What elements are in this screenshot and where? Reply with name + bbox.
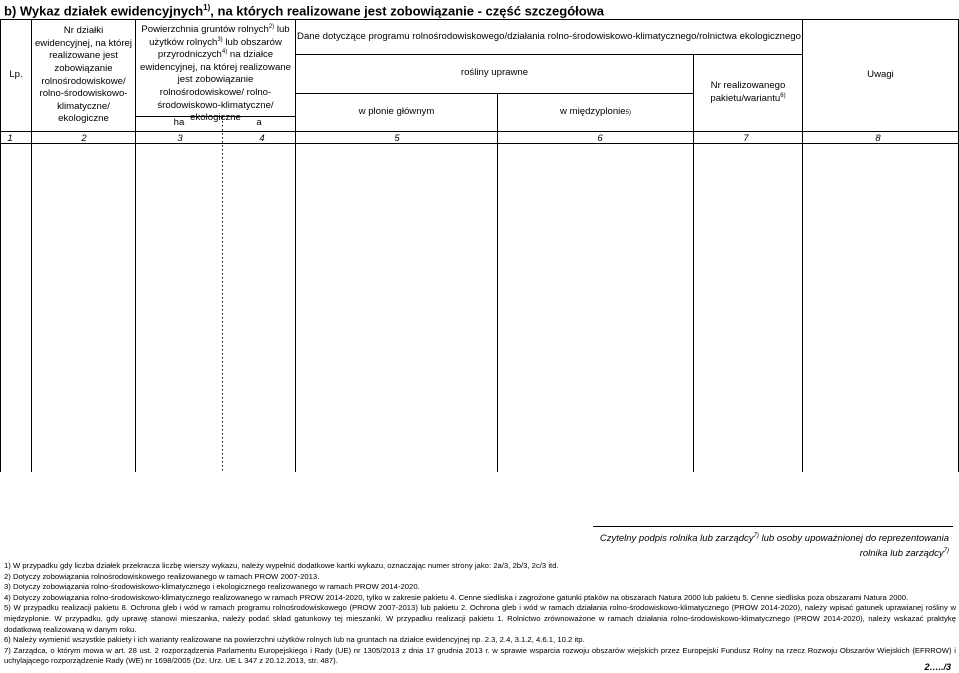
footnote-ref-6: 6) <box>780 92 786 99</box>
column-number-1: 1 <box>7 133 13 144</box>
signature-caption-line1b: lub osoby upoważnionej do reprezentowania <box>758 533 949 545</box>
footnote-ref-4: 4) <box>221 49 228 55</box>
footnotes <box>4 561 956 667</box>
signature-footnote-ref-2: 7) <box>943 548 949 555</box>
header-plon-glowny: w plonie głównym <box>358 106 435 118</box>
footnote-4: 4) Dotyczy zobowiązania rolno-środowiskowo-klimatycznego realizowanego w ramach PROW 2014-2020, tylko w zakresie pakietu 4. Cenne siedliska i zagrożone gatunki ptaków na obszarach Natura 2000 lub pakietu 5. Cenne siedliska poza obszarami Natura 2000. <box>4 592 909 602</box>
signature-footnote-ref-1: 7) <box>753 533 759 539</box>
signature-caption-line1: Czytelny podpis rolnika lub zarządcy <box>599 533 754 545</box>
header-lp: Lp. <box>9 69 23 81</box>
page-number: 2…../3 <box>924 662 951 672</box>
section-title-text: b) Wykaz działek ewidencyjnych <box>4 3 204 19</box>
signature-line[interactable] <box>593 526 953 527</box>
header-miedzyplon: w międzyplonie 5) <box>560 106 631 118</box>
header-nr-pakietu <box>694 54 802 131</box>
column-number-3: 3 <box>177 133 183 144</box>
header-dane-programu: Dane dotyczące programu rolnośrodowiskowego/działania rolno-środowiskowo-klimatycznego/rolnictwa ekologicznego <box>297 30 801 42</box>
header-nr-pakietu-text: Nr realizowanego pakietu/wariantu <box>710 79 786 104</box>
header-rosliny-uprawne: rośliny uprawne <box>460 67 529 79</box>
footnote-3: 3) Dotyczy zobowiązania rolno-środowiskowo-klimatycznego i ekologicznego realizowanego w ramach PROW 2014-2020. <box>4 582 420 592</box>
column-number-7: 7 <box>743 133 749 144</box>
header-miedzyplon-text: w międzyplonie <box>560 106 626 118</box>
header-powierzchnia-a: Powierzchnia gruntów rolnych <box>141 24 269 35</box>
footnote-ref-2: 2) <box>268 23 275 30</box>
column-number-8: 8 <box>875 133 881 144</box>
header-powierzchnia-b: lub użytków rolnych <box>149 24 290 48</box>
footnote-2: 2) Dotyczy zobowiązania rolnośrodowiskowego realizowanego w ramach PROW 2007-2013. <box>4 571 320 581</box>
header-nr-dzialki: Nr działki ewidencyjnej, na której realizowane jest zobowiązanie rolnośrodowiskowe/ rolno-środowiskowo-klimatyczne/ ekologiczne <box>34 25 133 125</box>
signature-caption <box>569 530 949 560</box>
footnote-7: 7) Zarządca, o którym mowa w art. 28 ust. 2 rozporządzenia Parlamentu Europejskiego i Rady (UE) nr 1305/2013 z dnia 17 grudnia 2013 r. w sprawie wsparcia rozwoju obszarów wiejskich przez Europejski Fundusz Rolny na rzecz Rozwoju Obszarów Wiejskich (EFRROW) i uchylającego rozporządzenie Rady (WE) nr 1698/2005 (Dz. Urz. UE L 347 z 20.12.2013, str. 487). <box>4 645 956 666</box>
column-number-2: 2 <box>81 133 87 144</box>
header-uwagi: Uwagi <box>867 69 894 81</box>
footnote-5: 5) W przypadku realizacji pakietu 8. Ochrona gleb i wód w ramach programu rolnośrodowiskowego (PROW 2007-2013) lub pakietu 2. Ochrona gleb i wód w ramach działania rolno-środowiskowo-klimatycznego (PROW 2014-2020), należy wpisać gatunek uprawianej rośliny w międzyplonie. W przypadku, gdy uprawę stanowi mieszanka, należy podać skład gatunkowy tej mieszanki. W przypadku realizacji pakietu 1. Rolnictwo zrównoważone w ramach działania rolno-środowiskowo-klimatycznego (PROW 2014-2020), należy wskazać praktykę dodatkową realizowaną w danym roku. <box>4 603 956 634</box>
footnote-1: 1) W przypadku gdy liczba działek przekracza liczbę wierszy wykazu, należy wypełnić dodatkowe kartki wykazu, oznaczając numer strony jako: 2a/3, 2b/3, 2c/3 itd. <box>4 561 559 570</box>
column-number-5: 5 <box>394 133 400 144</box>
section-title-footnote-ref: 1) <box>203 3 211 12</box>
column-number-4: 4 <box>259 133 265 144</box>
column-number-6: 6 <box>597 133 603 144</box>
signature-caption-line2: rolnika lub zarządcy <box>859 548 944 560</box>
header-powierzchnia-d: na działce ewidencyjnej, na której realizowane jest zobowiązanie rolnośrodowiskowe/ rolno-środowiskowo-klimatyczne/ ekologiczne <box>140 49 291 124</box>
footnote-ref-3: 3) <box>217 36 223 43</box>
header-unit-ha: ha <box>173 117 185 129</box>
section-title-rest: , na których realizowane jest zobowiązanie - część szczegółowa <box>210 3 605 19</box>
footnote-6: 6) Należy wymienić wszystkie pakiety i ich warianty realizowane na powierzchni użytków rolnych lub na gruntach na działce ewidencyjnej np. 2.3, 2.4, 3.1.2, 4.6.1, 10.2 itp. <box>4 635 585 645</box>
header-powierzchnia-c: lub obszarów przyrodniczych <box>157 36 282 61</box>
header-unit-a: a <box>256 117 262 129</box>
